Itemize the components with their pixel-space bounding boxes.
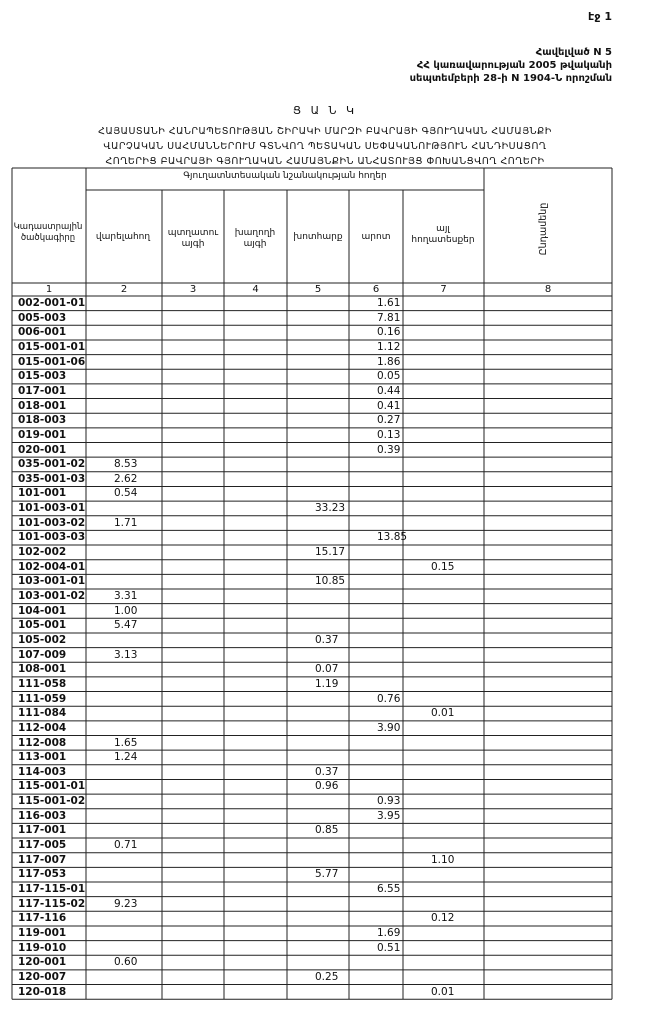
group-header: Գյուղատնտեսական նշանակության հողեր: [183, 171, 387, 181]
cadastral-code-cell: 005-003: [18, 311, 67, 324]
value-cell-c6: 1.61: [377, 297, 401, 309]
cadastral-code-cell: 015-001-06: [18, 355, 86, 368]
cadastral-code-cell: 119-010: [18, 941, 67, 954]
value-cell-c6: 1.12: [377, 340, 401, 353]
value-cell-c6: 13.85: [377, 531, 408, 544]
cadastral-code-cell: 018-001: [18, 399, 67, 412]
value-cell-c6: 0.76: [377, 692, 401, 705]
value-cell-c5: 0.07: [315, 663, 339, 676]
column-number: 7: [440, 284, 447, 295]
value-cell-c2: 3.13: [114, 648, 138, 661]
value-cell-c6: 0.51: [377, 941, 401, 954]
value-cell-c7: 1.10: [431, 853, 455, 866]
cadastral-code-cell: 101-001: [18, 487, 67, 500]
subtitle-line-3: ՀՈՂԵՐԻՑ ԲԱՎՐԱՅԻ ԳՅՈՒՂԱԿԱՆ ՀԱՄԱՅՆՔԻՆ ԱՆՀԱՏՈՒՅՑ ՓՈԽԱՆՑՎՈՂ ՀՈՂԵՐԻ: [105, 156, 545, 167]
value-cell-c2: 0.54: [114, 487, 138, 500]
cadastral-code-cell: 117-053: [18, 868, 67, 881]
subtitle-line-1: ՀԱՅԱՍՏԱՆԻ ՀԱՆՐԱՊԵՏՈՒԹՅԱՆ ՇԻՐԱԿԻ ՄԱՐԶԻ ԲԱՎՐԱՅԻ ԳՅՈՒՂԱԿԱՆ ՀԱՄԱՅՆՔԻ: [98, 126, 552, 137]
cadastral-code-cell: 111-084: [18, 707, 67, 720]
annex-line-3: սեպտեմբերի 28-ի N 1904-Ն որոշման: [409, 73, 612, 84]
cadastral-code-cell: 015-001-01: [18, 340, 86, 353]
column-number: 5: [314, 284, 322, 295]
value-cell-c5: 0.25: [315, 970, 339, 983]
value-cell-c6: 0.27: [377, 414, 401, 427]
value-cell-c7: 0.01: [431, 707, 455, 720]
cadastral-code-cell: 115-001-01: [18, 780, 86, 793]
col2-header: վարելահող: [95, 232, 151, 242]
cadastral-code-cell: 019-001: [18, 428, 67, 441]
cadastral-code-cell: 017-001: [18, 384, 67, 397]
value-cell-c6: 0.44: [377, 384, 401, 397]
cadastral-code-cell: 117-007: [18, 853, 67, 866]
cadastral-code-cell: 018-003: [18, 414, 67, 427]
cadastral-code-cell: 103-001-01: [18, 575, 86, 588]
cadastral-code-cell: 120-001: [18, 956, 67, 969]
value-cell-c6: 0.39: [377, 443, 401, 456]
value-cell-c2: 9.23: [114, 897, 138, 910]
cadastral-code-cell: 103-001-02: [18, 590, 86, 602]
cadastral-code-cell: 101-003-03: [18, 531, 86, 544]
cadastral-code-cell: 112-008: [18, 736, 67, 749]
value-cell-c2: 1.24: [114, 751, 138, 764]
value-cell-c5: 10.85: [315, 575, 346, 588]
column-number: 2: [120, 284, 128, 295]
value-cell-c5: 0.37: [315, 765, 339, 778]
cadastral-code-cell: 117-116: [18, 912, 67, 925]
value-cell-c2: 1.71: [114, 516, 138, 529]
value-cell-c2: 2.62: [114, 472, 138, 485]
column-number: 8: [544, 284, 552, 295]
value-cell-c5: 0.85: [315, 824, 339, 837]
cadastral-code-cell: 119-001: [18, 926, 67, 939]
cadastral-code-cell: 102-004-01: [18, 560, 86, 573]
cadastral-code-cell: 107-009: [18, 648, 67, 661]
cadastral-code-cell: 035-001-03: [18, 472, 86, 485]
value-cell-c6: 0.13: [377, 428, 401, 441]
col8-header: Ընդամենը: [538, 202, 549, 256]
cadastral-code-cell: 117-115-02: [18, 897, 86, 910]
col1-header: Կադաստրային ծածկագիրը: [13, 222, 83, 243]
cadastral-code-cell: 002-001-01: [18, 297, 86, 309]
cadastral-code-cell: 111-059: [18, 692, 67, 705]
value-cell-c2: 3.31: [114, 590, 138, 602]
value-cell-c5: 1.19: [315, 677, 339, 690]
cadastral-code-cell: 015-003: [18, 370, 67, 383]
col6-header: արոտ: [361, 232, 391, 242]
cadastral-code-cell: 117-005: [18, 839, 67, 852]
value-cell-c2: 0.60: [114, 956, 138, 969]
value-cell-c2: 8.53: [114, 458, 138, 471]
cadastral-code-cell: 120-018: [18, 985, 67, 998]
value-cell-c6: 7.81: [377, 311, 401, 324]
cadastral-code-cell: 035-001-02: [18, 458, 86, 471]
value-cell-c2: 5.47: [114, 619, 138, 632]
column-number: 1: [45, 284, 53, 295]
col5-header: խոտհարք: [293, 232, 343, 242]
column-number: 3: [189, 284, 197, 295]
cadastral-code-cell: 105-001: [18, 619, 67, 632]
cadastral-code-cell: 102-002: [18, 546, 67, 559]
col7-header: այլ հողատեսքեր: [411, 224, 475, 245]
cadastral-code-cell: 113-001: [18, 751, 67, 764]
value-cell-c6: 0.05: [377, 370, 401, 383]
subtitle-line-2: ՎԱՐՉԱԿԱՆ ՍԱՀՄԱՆՆԵՐՈՒՄ ԳՏՆՎՈՂ ՊԵՏԱԿԱՆ ՍԵՓԱԿԱՆՈՒԹՅՈՒՆ ՀԱՆԴԻՍԱՑՈՂ: [103, 141, 547, 152]
annex-line-1: Հավելված N 5: [535, 47, 612, 58]
annex-line-2: ՀՀ կառավարության 2005 թվականի: [416, 60, 612, 71]
value-cell-c2: 1.00: [114, 604, 138, 617]
value-cell-c5: 33.23: [315, 502, 346, 515]
page-number: էջ 1: [588, 10, 612, 23]
value-cell-c2: 1.65: [114, 736, 138, 749]
cadastral-code-cell: 117-115-01: [18, 883, 86, 895]
column-number: 6: [372, 284, 380, 295]
cadastral-code-cell: 105-002: [18, 633, 67, 646]
cadastral-code-cell: 006-001: [18, 326, 67, 339]
value-cell-c6: 1.86: [377, 355, 401, 368]
value-cell-c5: 15.17: [315, 546, 346, 559]
value-cell-c5: 5.77: [315, 868, 339, 881]
cadastral-code-cell: 108-001: [18, 663, 67, 676]
value-cell-c6: 1.69: [377, 926, 401, 939]
cadastral-code-cell: 114-003: [18, 765, 67, 778]
col4-header: խաղողի այգի: [234, 228, 276, 249]
cadastral-code-cell: 116-003: [18, 809, 67, 822]
value-cell-c7: 0.01: [431, 985, 455, 998]
value-cell-c6: 6.55: [377, 883, 401, 895]
cadastral-code-cell: 020-001: [18, 443, 67, 456]
value-cell-c7: 0.15: [431, 560, 455, 573]
value-cell-c2: 0.71: [114, 839, 138, 852]
cadastral-code-cell: 111-058: [18, 677, 67, 690]
cadastral-code-cell: 117-001: [18, 824, 67, 837]
column-number: 4: [252, 284, 259, 295]
value-cell-c5: 0.96: [315, 780, 339, 793]
value-cell-c7: 0.12: [431, 912, 455, 925]
cadastral-code-cell: 101-003-02: [18, 516, 86, 529]
value-cell-c6: 3.90: [377, 721, 401, 734]
value-cell-c6: 0.41: [377, 399, 401, 412]
col3-header: պտղատու այգի: [167, 228, 219, 249]
value-cell-c6: 0.93: [377, 795, 401, 808]
value-cell-c6: 0.16: [377, 326, 401, 339]
cadastral-code-cell: 115-001-02: [18, 795, 86, 808]
cadastral-code-cell: 112-004: [18, 721, 67, 734]
cadastral-code-cell: 104-001: [18, 604, 67, 617]
value-cell-c6: 3.95: [377, 809, 401, 822]
cadastral-code-cell: 101-003-01: [18, 502, 86, 515]
document-title: Ց Ա Ն Կ: [292, 104, 358, 117]
value-cell-c5: 0.37: [315, 633, 339, 646]
cadastral-code-cell: 120-007: [18, 970, 67, 983]
